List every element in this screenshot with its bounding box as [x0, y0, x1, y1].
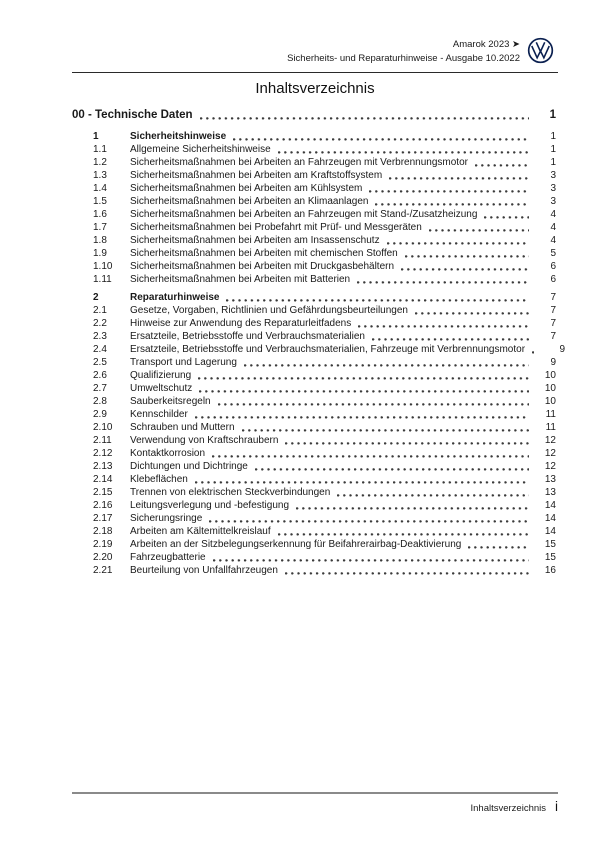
toc-entry-2.19 — [72, 538, 556, 551]
toc-entry-1.8 — [72, 234, 556, 247]
dot-leader — [218, 403, 529, 406]
dot-leader — [212, 455, 529, 458]
toc-entry-number: 1.8 — [93, 235, 107, 246]
toc-entry-page: 7 — [534, 304, 556, 848]
toc-entry-number: 2.9 — [93, 409, 107, 420]
toc-entry-page: 10 — [534, 382, 556, 848]
dot-leader — [296, 507, 529, 510]
header-rule — [72, 72, 558, 73]
toc-entry-2.5 — [72, 356, 556, 369]
toc-entry-page: 1 — [534, 143, 556, 848]
toc-entry-number: 1.9 — [93, 248, 107, 259]
toc-entry-number: 2.21 — [93, 565, 113, 576]
edition-line: Sicherheits- und Reparaturhinweise - Ausgabe 10.2022 — [287, 52, 520, 64]
toc-entry-page: 4 — [534, 234, 556, 848]
page-title: Inhaltsverzeichnis — [255, 80, 375, 97]
toc-entry-page: 16 — [534, 564, 556, 848]
dot-leader — [401, 268, 529, 271]
toc-entry-page: 12 — [534, 434, 556, 848]
toc-entry-page: 14 — [534, 525, 556, 848]
toc-entry-page: 7 — [534, 317, 556, 848]
table-of-contents — [72, 108, 566, 577]
dot-leader — [198, 377, 529, 380]
toc-entry-page: 11 — [534, 408, 556, 848]
toc-entry-number: 2.8 — [93, 396, 107, 407]
dot-leader — [389, 177, 529, 180]
dot-leader — [244, 364, 529, 367]
toc-entry-number: 1.7 — [93, 222, 107, 233]
toc-entry-page: 13 — [534, 486, 556, 848]
dot-leader — [358, 325, 529, 328]
dot-leader — [375, 203, 529, 206]
dot-leader — [226, 299, 529, 302]
toc-entry-1.1 — [72, 143, 556, 156]
toc-entry-label: Sicherheitsmaßnahmen bei Arbeiten am Kraftstoffsystem — [130, 170, 383, 181]
model-line: Amarok 2023 ➤ — [452, 39, 520, 50]
toc-entry-label: Leitungsverlegung und -befestigung — [130, 500, 290, 511]
toc-entry-page: 15 — [534, 538, 556, 848]
toc-entry-1.3 — [72, 169, 556, 182]
toc-entry-page: 7 — [534, 330, 556, 848]
toc-entry-2.11 — [72, 434, 556, 447]
dot-leader — [369, 190, 529, 193]
dot-leader — [213, 559, 529, 562]
dot-leader — [199, 390, 529, 393]
toc-entry-1.2 — [72, 156, 556, 169]
toc-entry-page: 4 — [534, 208, 556, 848]
toc-entry-page: 13 — [534, 473, 556, 848]
toc-entry-label: Hinweise zur Anwendung des Reparaturleitfadens — [130, 318, 352, 329]
toc-entry-label: Ersatzteile, Betriebsstoffe und Verbrauchsmaterialien — [130, 331, 365, 342]
toc-entry-number: 1.3 — [93, 170, 107, 181]
toc-entry-label: Fahrzeugbatterie — [130, 552, 206, 563]
toc-entry-page: 10 — [534, 369, 556, 848]
toc-entry-label: Klebeflächen — [130, 474, 188, 485]
footer-page-number: i — [555, 799, 558, 814]
toc-entry-page: 12 — [534, 460, 556, 848]
toc-entry-number: 2.14 — [93, 474, 113, 485]
toc-entry-label: Sicherheitsmaßnahmen bei Arbeiten mit Batterien — [130, 274, 351, 285]
toc-entry-page: 1 — [534, 156, 556, 848]
toc-entry-2 — [72, 291, 556, 304]
toc-entry-number: 2.5 — [93, 357, 107, 368]
page-footer — [470, 799, 558, 814]
toc-entry-page: 4 — [534, 221, 556, 848]
toc-entry-2.14 — [72, 473, 556, 486]
toc-entry-1.4 — [72, 182, 556, 195]
dot-leader — [195, 481, 529, 484]
dot-leader — [285, 442, 529, 445]
toc-entry-label: Sicherheitshinweise — [130, 131, 227, 142]
dot-leader — [357, 281, 529, 284]
toc-entry-2.2 — [72, 317, 556, 330]
toc-entry-page: 6 — [534, 260, 556, 848]
toc-entry-1.5 — [72, 195, 556, 208]
dot-leader — [242, 429, 529, 432]
dot-leader — [233, 138, 529, 141]
toc-entry-label: Sicherheitsmaßnahmen bei Arbeiten an Fahrzeugen mit Verbrennungsmotor — [130, 157, 468, 168]
toc-entry-label: Umweltschutz — [130, 383, 193, 394]
toc-entry-label: Verwendung von Kraftschraubern — [130, 435, 279, 446]
toc-entry-number: 2.19 — [93, 539, 113, 550]
dot-leader — [387, 242, 529, 245]
toc-entry-2.20 — [72, 551, 556, 564]
toc-entry-label: Trennen von elektrischen Steckverbindungen — [130, 487, 331, 498]
dot-leader — [337, 494, 529, 497]
toc-entry-label: Qualifizierung — [130, 370, 192, 381]
toc-entry-number: 2.10 — [93, 422, 113, 433]
toc-entry-2.6 — [72, 369, 556, 382]
toc-entry-label: Sicherheitsmaßnahmen bei Probefahrt mit Prüf- und Messgeräten — [130, 222, 422, 233]
toc-entry-label: Reparaturhinweise — [130, 292, 220, 303]
toc-entry-2.18 — [72, 525, 556, 538]
toc-chapter-row — [72, 108, 556, 122]
dot-leader — [209, 520, 529, 523]
toc-entry-page: 1 — [534, 130, 556, 848]
toc-entry-number: 2.16 — [93, 500, 113, 511]
toc-entry-page: 3 — [534, 182, 556, 848]
toc-entry-label: Sicherheitsmaßnahmen bei Arbeiten an Fahrzeugen mit Stand-/Zusatzheizung — [130, 209, 478, 220]
toc-entry-2.21 — [72, 564, 556, 577]
toc-entry-label: Sicherheitsmaßnahmen bei Arbeiten an Klimaanlagen — [130, 196, 369, 207]
toc-entry-number: 2.7 — [93, 383, 107, 394]
toc-entry-number: 2.15 — [93, 487, 113, 498]
dot-leader — [255, 468, 529, 471]
toc-entry-2.17 — [72, 512, 556, 525]
toc-entry-page: 14 — [534, 499, 556, 848]
toc-entry-number: 1.1 — [93, 144, 107, 155]
dot-leader — [278, 151, 529, 154]
dot-leader — [429, 229, 529, 232]
toc-entry-label: Transport und Lagerung — [130, 357, 237, 368]
dot-leader — [200, 117, 529, 120]
toc-entry-2.10 — [72, 421, 556, 434]
toc-entry-1.10 — [72, 260, 556, 273]
toc-entry-label: Beurteilung von Unfallfahrzeugen — [130, 565, 278, 576]
toc-entry-label: Dichtungen und Dichtringe — [130, 461, 248, 472]
toc-entries — [72, 130, 566, 577]
toc-entry-number: 2.1 — [93, 305, 107, 316]
toc-entry-2.7 — [72, 382, 556, 395]
toc-entry-page: 5 — [534, 247, 556, 848]
toc-entry-2.1 — [72, 304, 556, 317]
footer-section-label: Inhaltsverzeichnis — [470, 803, 546, 814]
dot-leader — [475, 164, 529, 167]
toc-entry-number: 1.5 — [93, 196, 107, 207]
dot-leader — [405, 255, 529, 258]
toc-entry-label: Ersatzteile, Betriebsstoffe und Verbrauchsmaterialien, Fahrzeuge mit Verbrennungsmotor — [130, 344, 526, 355]
toc-entry-1.6 — [72, 208, 556, 221]
toc-entry-number: 1.10 — [93, 261, 113, 272]
toc-entry-label: Schrauben und Muttern — [130, 422, 235, 433]
toc-entry-number: 2.2 — [93, 318, 107, 329]
toc-entry-2.3 — [72, 330, 556, 343]
dot-leader — [372, 338, 529, 341]
toc-entry-number: 2.17 — [93, 513, 113, 524]
toc-entry-page: 3 — [534, 169, 556, 848]
toc-entry-number: 2.6 — [93, 370, 107, 381]
toc-entry-1.9 — [72, 247, 556, 260]
toc-entry-page: 9 — [543, 343, 565, 848]
toc-entry-page: 6 — [534, 273, 556, 848]
toc-entry-label: Allgemeine Sicherheitshinweise — [130, 144, 271, 155]
toc-entry-number: 2.13 — [93, 461, 113, 472]
toc-entry-1.7 — [72, 221, 556, 234]
dot-leader — [468, 546, 529, 549]
toc-entry-1 — [72, 130, 556, 143]
toc-entry-page: 9 — [534, 356, 556, 848]
toc-entry-page: 15 — [534, 551, 556, 848]
toc-entry-1.11 — [72, 273, 556, 286]
dot-leader — [195, 416, 529, 419]
dot-leader — [415, 312, 529, 315]
toc-entry-label: Kontaktkorrosion — [130, 448, 206, 459]
toc-entry-number: 1.2 — [93, 157, 107, 168]
toc-chapter-page: 1 — [534, 108, 556, 848]
toc-entry-page: 14 — [534, 512, 556, 848]
toc-entry-label: Sicherheitsmaßnahmen bei Arbeiten mit Druckgasbehältern — [130, 261, 395, 272]
toc-entry-2.15 — [72, 486, 556, 499]
page-header — [72, 38, 520, 65]
toc-entry-label: Gesetze, Vorgaben, Richtlinien und Gefährdungsbeurteilungen — [130, 305, 408, 316]
toc-entry-number: 2.12 — [93, 448, 113, 459]
toc-entry-number: 2.11 — [93, 435, 112, 446]
toc-entry-2.4 — [72, 343, 566, 356]
toc-entry-label: Sicherheitsmaßnahmen bei Arbeiten am Insassenschutz — [130, 235, 380, 246]
toc-entry-label: Sicherheitsmaßnahmen bei Arbeiten am Kühlsystem — [130, 183, 363, 194]
toc-entry-label: Sauberkeitsregeln — [130, 396, 211, 407]
toc-entry-label: Sicherheitsmaßnahmen bei Arbeiten mit chemischen Stoffen — [130, 248, 398, 259]
toc-entry-2.8 — [72, 395, 556, 408]
toc-entry-label: Arbeiten am Kältemittelkreislauf — [130, 526, 271, 537]
toc-entry-2.9 — [72, 408, 556, 421]
toc-entry-number: 2 — [93, 292, 99, 303]
toc-entry-number: 1 — [93, 131, 99, 142]
toc-entry-label: Arbeiten an der Sitzbelegungserkennung für Beifahrerairbag-Deaktivierung — [130, 539, 462, 550]
dot-leader — [278, 533, 529, 536]
toc-entry-number: 1.4 — [93, 183, 107, 194]
toc-entry-page: 3 — [534, 195, 556, 848]
toc-entry-number: 2.3 — [93, 331, 107, 342]
toc-entry-number: 2.18 — [93, 526, 113, 537]
toc-entry-page: 7 — [534, 291, 556, 848]
toc-chapter-label: 00 - Technische Daten — [72, 109, 193, 121]
footer-rule — [72, 792, 558, 794]
toc-entry-number: 2.20 — [93, 552, 113, 563]
dot-leader — [484, 216, 529, 219]
toc-entry-number: 1.11 — [93, 274, 112, 285]
toc-entry-label: Kennschilder — [130, 409, 188, 420]
toc-entry-label: Sicherungsringe — [130, 513, 203, 524]
toc-entry-number: 1.6 — [93, 209, 107, 220]
toc-entry-2.16 — [72, 499, 556, 512]
toc-entry-page: 10 — [534, 395, 556, 848]
toc-entry-page: 11 — [534, 421, 556, 848]
toc-entry-page: 12 — [534, 447, 556, 848]
dot-leader — [285, 572, 529, 575]
vw-logo-icon — [527, 37, 554, 64]
toc-entry-2.12 — [72, 447, 556, 460]
toc-entry-number: 2.4 — [93, 344, 107, 355]
toc-entry-2.13 — [72, 460, 556, 473]
